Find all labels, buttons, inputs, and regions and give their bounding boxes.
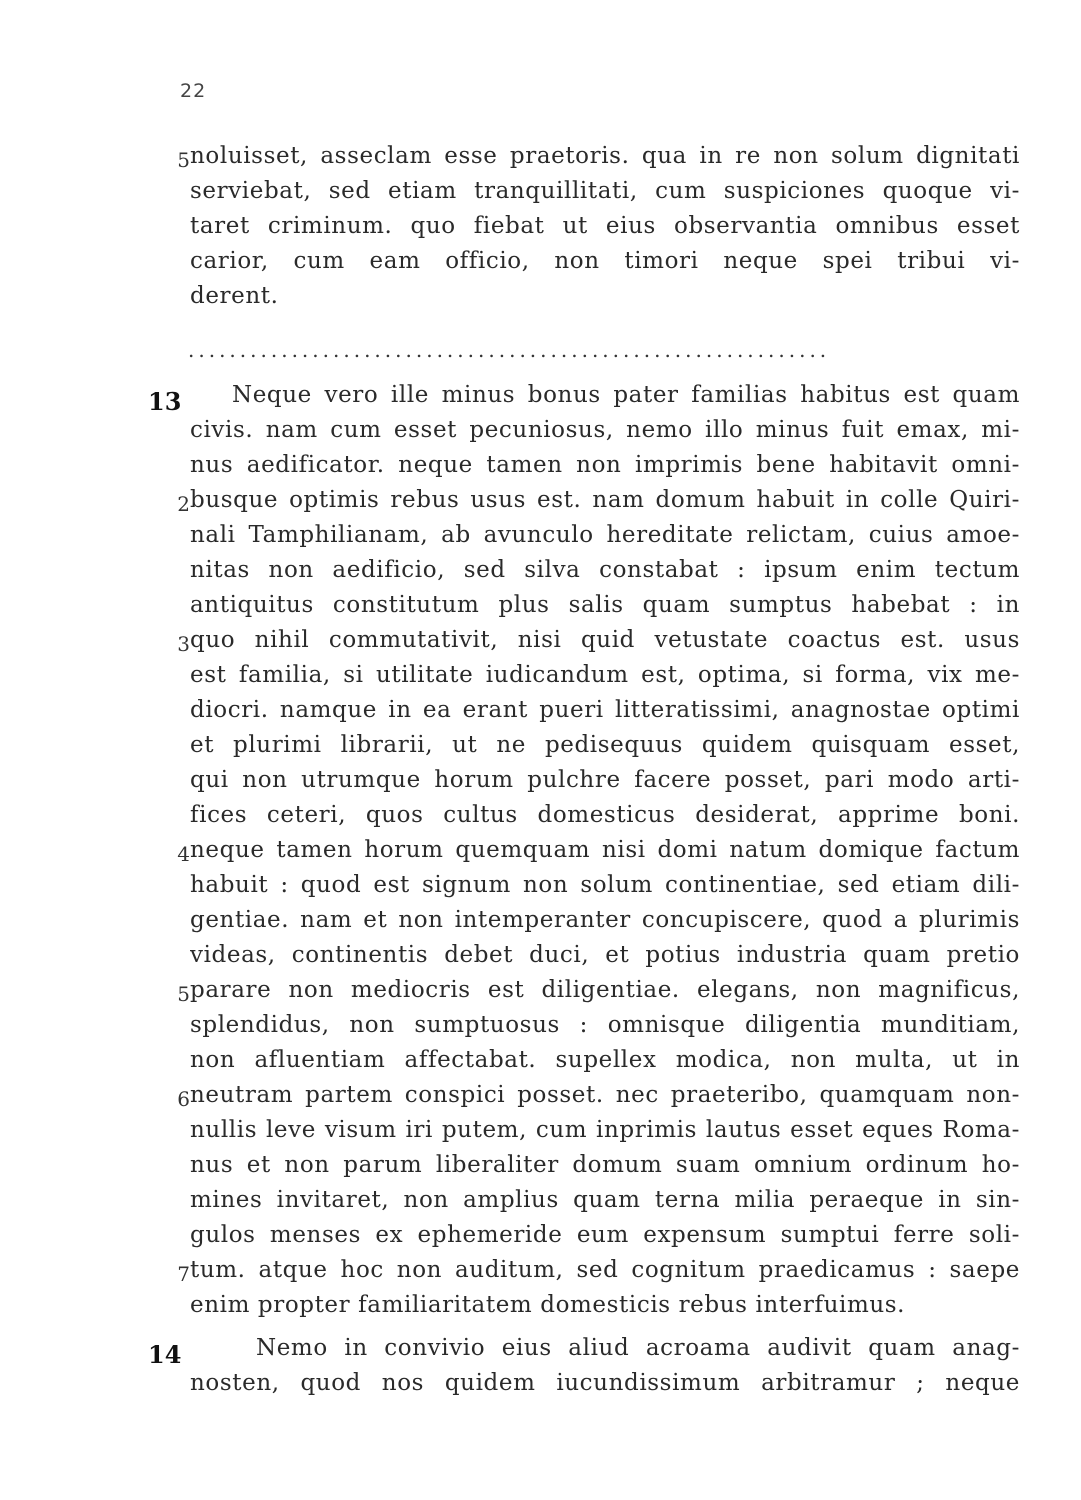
text-line: parare non mediocris est diligentiae. elegans, non magnificus, [190, 977, 1020, 1003]
text-line: civis. nam cum esset pecuniosus, nemo illo minus fuit emax, mi- [190, 417, 1020, 443]
text-line: carior, cum eam officio, non timori neque spei tribui vi- [190, 248, 1020, 274]
text-line: fices ceteri, quos cultus domesticus desiderat, apprime boni. [190, 802, 1020, 828]
margin-section-number: 4 [177, 842, 190, 866]
margin-section-number: 3 [177, 632, 190, 656]
text-line: non afluentiam affectabat. supellex modica, non multa, ut in [190, 1047, 1020, 1073]
margin-section-number: 7 [177, 1262, 190, 1286]
text-line: antiquitus constitutum plus salis quam sumptus habebat : in [190, 592, 1020, 618]
text-line: habuit : quod est signum non solum continentiae, sed etiam dili- [190, 872, 1020, 898]
chapter-number: 13 [148, 387, 182, 416]
chapter-number: 14 [148, 1340, 182, 1369]
text-line: est familia, si utilitate iudicandum est, optima, si forma, vix me- [190, 662, 1020, 688]
margin-section-number: 5 [177, 982, 190, 1006]
text-line: mines invitaret, non amplius quam terna milia peraeque in sin- [190, 1187, 1020, 1213]
text-line: gentiae. nam et non intemperanter concupiscere, quod a plurimis [190, 907, 1020, 933]
text-line: nosten, quod nos quidem iucundissimum arbitramur ; neque [190, 1370, 1020, 1396]
ellipsis-divider: .............................................................. [188, 338, 831, 362]
text-line: diocri. namque in ea erant pueri litteratissimi, anagnostae optimi [190, 697, 1020, 723]
text-line: nali Tamphilianam, ab avunculo hereditate relictam, cuius amoe- [190, 522, 1020, 548]
text-line: noluisset, asseclam esse praetoris. qua in re non solum dignitati [190, 143, 1020, 169]
text-line: enim propter familiaritatem domesticis rebus interfuimus. [190, 1292, 906, 1318]
text-line: derent. [190, 283, 279, 309]
text-line: Neque vero ille minus bonus pater familias habitus est quam [232, 382, 1020, 408]
margin-section-number: 5 [177, 148, 190, 172]
text-line: neutram partem conspici posset. nec praeteribo, quamquam non- [190, 1082, 1020, 1108]
text-line: nitas non aedificio, sed silva constabat : ipsum enim tectum [190, 557, 1020, 583]
text-line: nullis leve visum iri putem, cum inprimis lautus esset eques Roma- [190, 1117, 1020, 1143]
text-line: qui non utrumque horum pulchre facere posset, pari modo arti- [190, 767, 1020, 793]
text-line: tum. atque hoc non auditum, sed cognitum praedicamus : saepe [190, 1257, 1020, 1283]
text-line: videas, continentis debet duci, et potius industria quam pretio [190, 942, 1020, 968]
text-line: splendidus, non sumptuosus : omnisque diligentia munditiam, [190, 1012, 1020, 1038]
page-number: 22 [180, 80, 207, 102]
text-line: Nemo in convivio eius aliud acroama audivit quam anag- [256, 1335, 1020, 1361]
text-line: busque optimis rebus usus est. nam domum habuit in colle Quiri- [190, 487, 1020, 513]
text-line: neque tamen horum quemquam nisi domi natum domique factum [190, 837, 1020, 863]
text-line: nus aedificator. neque tamen non imprimis bene habitavit omni- [190, 452, 1020, 478]
text-line: gulos menses ex ephemeride eum expensum sumptui ferre soli- [190, 1222, 1020, 1248]
text-line: et plurimi librarii, ut ne pedisequus quidem quisquam esset, [190, 732, 1020, 758]
text-line: nus et non parum liberaliter domum suam omnium ordinum ho- [190, 1152, 1020, 1178]
margin-section-number: 6 [177, 1087, 190, 1111]
text-line: serviebat, sed etiam tranquillitati, cum suspiciones quoque vi- [190, 178, 1020, 204]
text-line: quo nihil commutativit, nisi quid vetustate coactus est. usus [190, 627, 1020, 653]
margin-section-number: 2 [177, 492, 190, 516]
text-line: taret criminum. quo fiebat ut eius observantia omnibus esset [190, 213, 1020, 239]
